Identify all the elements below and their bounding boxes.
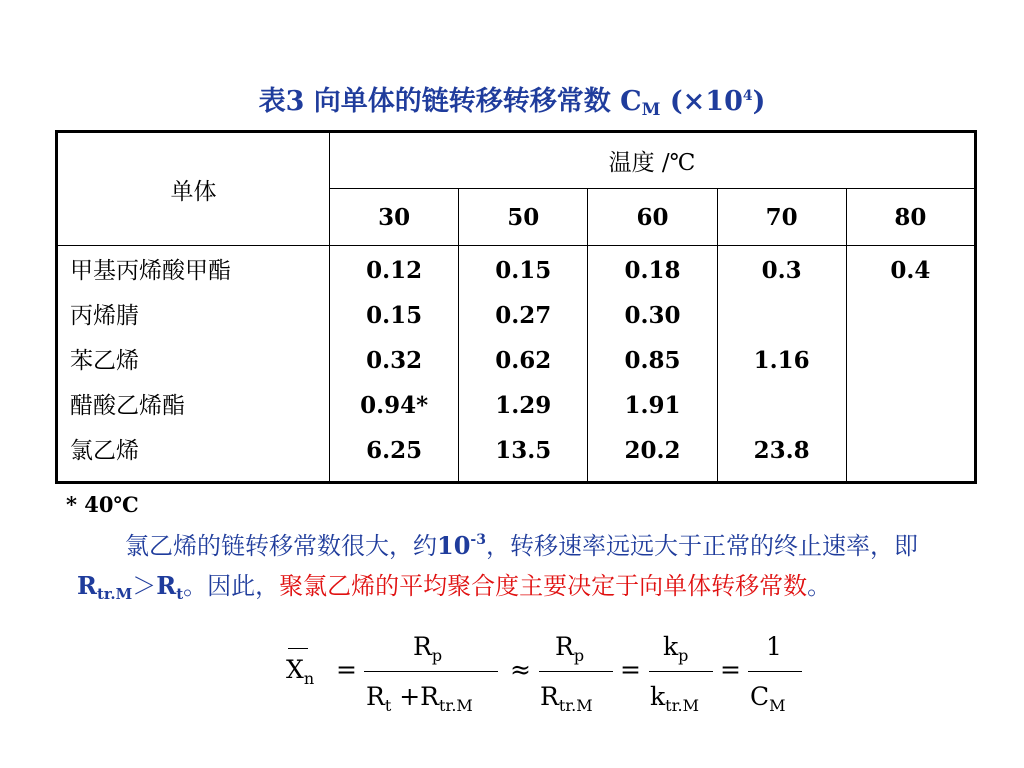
monomer-name: 苯乙烯 bbox=[70, 348, 139, 374]
value-cell: 0.18 bbox=[624, 257, 681, 284]
value-column-30 bbox=[330, 246, 459, 483]
title-symbol-sub: M bbox=[641, 100, 661, 120]
monomer-name: 甲基丙烯酸甲酯 bbox=[70, 258, 231, 284]
monomer-list bbox=[57, 246, 330, 483]
monomer-name: 醋酸乙烯酯 bbox=[70, 393, 185, 419]
value-column-50 bbox=[459, 246, 588, 483]
formula-xn: $X_n$ bbox=[286, 655, 315, 688]
formula-equals: = bbox=[620, 655, 641, 684]
value-cell: 20.2 bbox=[624, 437, 681, 464]
fraction4-denominator: $C_M$ bbox=[750, 682, 786, 715]
fraction3-bar bbox=[649, 671, 713, 672]
header-temperature: 温度 /℃ bbox=[330, 132, 976, 189]
fraction1-numerator: $R_p$ bbox=[413, 632, 443, 665]
value-cell bbox=[847, 346, 974, 391]
value-cell: 13.5 bbox=[495, 437, 552, 464]
value-column-60 bbox=[588, 246, 717, 483]
highlighted-conclusion: 聚氯乙烯的平均聚合度主要决定于向单体转移常数 bbox=[279, 572, 808, 600]
value-cell: 0.62 bbox=[495, 347, 552, 374]
value-cell: 0.4 bbox=[890, 257, 931, 284]
fraction4-bar bbox=[748, 671, 802, 672]
para-operator: ＞ bbox=[132, 572, 157, 600]
para-symbol-sub: tr.M bbox=[96, 585, 133, 603]
explanation-paragraph bbox=[77, 520, 957, 614]
para-text: ，转移速率远远大于正常的终止速率，即 bbox=[485, 532, 918, 560]
fraction1-bar bbox=[364, 671, 498, 672]
title-symbol: C bbox=[620, 86, 642, 117]
value-cell bbox=[847, 391, 974, 436]
value-cell: 6.25 bbox=[366, 437, 423, 464]
value-cell: 0.32 bbox=[366, 347, 423, 374]
table-title bbox=[0, 76, 1024, 130]
title-factor: (×10 bbox=[660, 86, 743, 117]
value-cell: 0.15 bbox=[366, 302, 423, 329]
value-cell bbox=[718, 391, 846, 436]
temp-header-cell: 30 bbox=[330, 189, 459, 246]
value-cell bbox=[847, 436, 974, 481]
temp-header-cell: 60 bbox=[588, 189, 717, 246]
value-cell: 0.30 bbox=[624, 302, 681, 329]
formula-approx: ≈ bbox=[510, 655, 531, 684]
temp-header-cell: 70 bbox=[717, 189, 846, 246]
degree-of-polymerization-formula bbox=[280, 630, 840, 720]
para-text: 氯乙烯的链转移常数很大，约 bbox=[125, 532, 437, 560]
fraction2-bar bbox=[539, 671, 613, 672]
formula-equals: = bbox=[720, 655, 741, 684]
value-cell bbox=[847, 301, 974, 346]
value-column-80 bbox=[846, 246, 975, 483]
fraction2-denominator: $R_{tr.M}$ bbox=[540, 682, 593, 715]
fraction3-numerator: $k_p$ bbox=[663, 632, 689, 665]
para-text: 。因此， bbox=[183, 572, 280, 600]
value-cell: 0.94* bbox=[360, 392, 429, 419]
value-cell: 0.27 bbox=[495, 302, 552, 329]
header-monomer: 单体 bbox=[57, 132, 330, 246]
title-paren-close: ) bbox=[752, 86, 766, 117]
fraction2-numerator: $R_p$ bbox=[555, 632, 585, 665]
para-symbol-sub: t bbox=[176, 585, 184, 603]
formula-equals: = bbox=[336, 655, 357, 684]
value-cell: 23.8 bbox=[753, 437, 810, 464]
footnote: * 40℃ bbox=[66, 492, 139, 517]
monomer-name: 丙烯腈 bbox=[70, 303, 139, 329]
para-number: 10 bbox=[437, 531, 471, 560]
value-column-70 bbox=[717, 246, 846, 483]
value-cell: 1.29 bbox=[495, 392, 552, 419]
para-symbol: R bbox=[156, 571, 177, 600]
value-cell: 1.91 bbox=[624, 392, 681, 419]
overbar bbox=[288, 648, 308, 649]
para-text: 。 bbox=[807, 572, 832, 600]
temp-header-cell: 50 bbox=[459, 189, 588, 246]
value-cell bbox=[718, 301, 846, 346]
para-exponent: -3 bbox=[470, 532, 486, 548]
fraction1-denominator: $R_t +R_{tr.M}$ bbox=[366, 682, 473, 715]
title-exponent: 4 bbox=[742, 88, 753, 104]
value-cell: 0.3 bbox=[761, 257, 802, 284]
temp-header-cell: 80 bbox=[846, 189, 975, 246]
fraction3-denominator: $k_{tr.M}$ bbox=[650, 682, 699, 715]
para-symbol: R bbox=[77, 571, 97, 600]
title-text: 表3 向单体的链转移转移常数 bbox=[258, 86, 621, 117]
monomer-name: 氯乙烯 bbox=[70, 438, 139, 464]
value-cell: 0.12 bbox=[366, 257, 423, 284]
fraction4-numerator: 1 bbox=[766, 632, 782, 661]
value-cell: 0.85 bbox=[624, 347, 681, 374]
value-cell: 1.16 bbox=[753, 347, 810, 374]
chain-transfer-table bbox=[55, 130, 977, 484]
value-cell: 0.15 bbox=[495, 257, 552, 284]
